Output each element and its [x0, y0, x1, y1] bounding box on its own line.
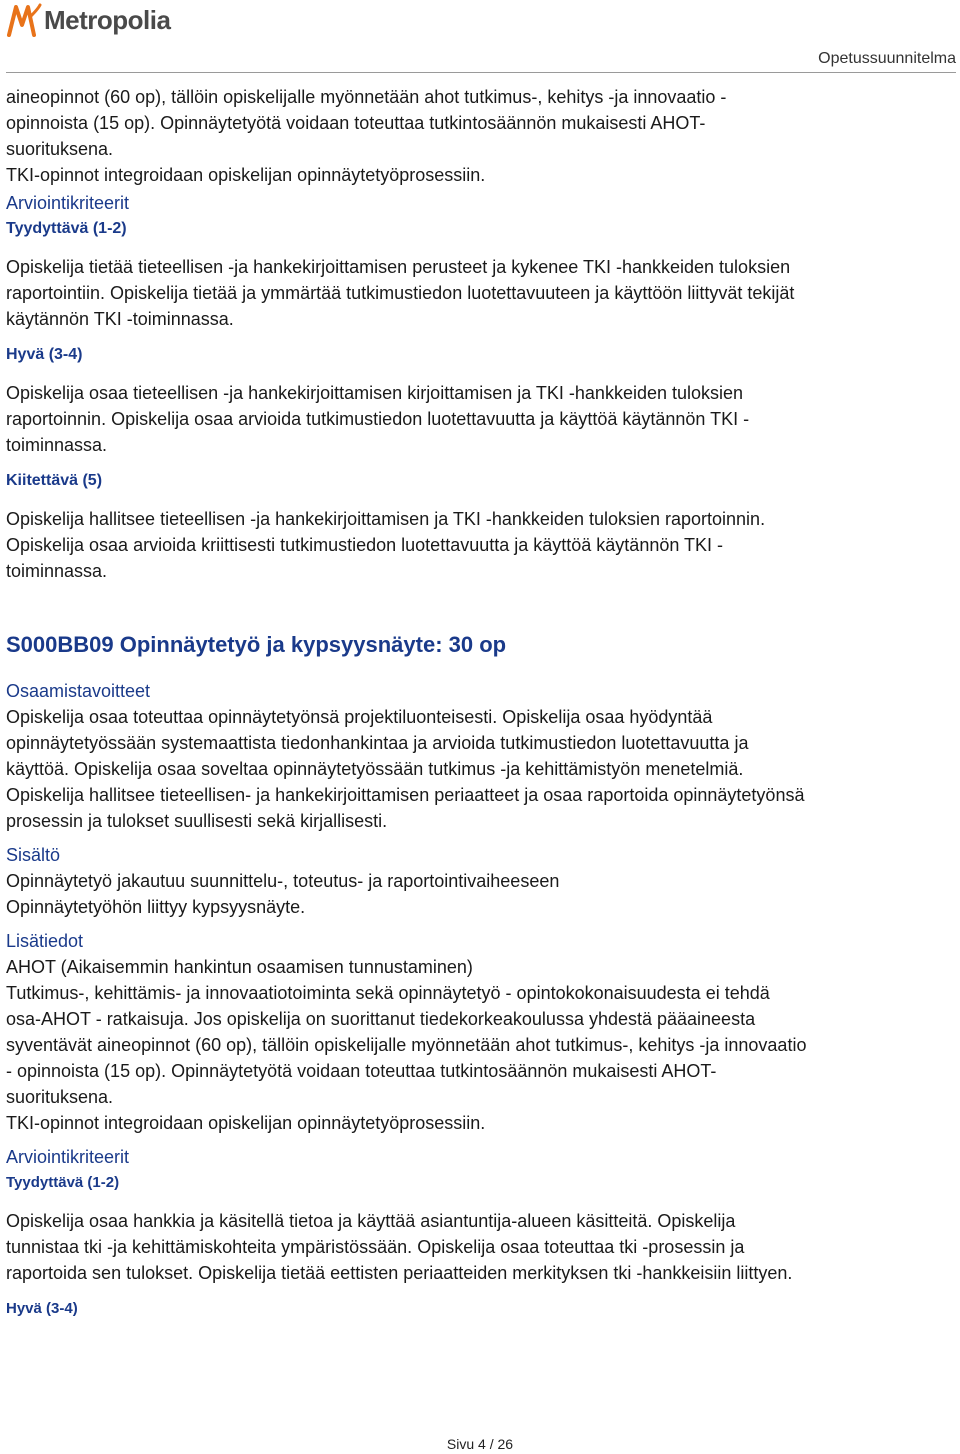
level-satisfactory-heading: Tyydyttävä (1-2): [6, 220, 127, 237]
objectives-heading: Osaamistavoitteet: [6, 681, 151, 701]
additional-info-heading: Lisätiedot: [6, 931, 84, 951]
header-divider: [6, 72, 956, 73]
continued-text: aineopinnot (60 op), tällöin opiskelijalle myönnetään ahot tutkimus-, kehitys -ja innovaatio - opinnoista (15 op). Opinnäytetyötä voidaan toteuttaa tutkintosäännön mukaisesti AHOT- suorituksena. TKI-opinnot integroidaan opiskelijan opinnäytetyöprosessiin.: [6, 87, 727, 185]
level-good-heading: Hyvä (3-4): [6, 346, 83, 363]
course-criteria-heading: Arviointikriteerit: [6, 1147, 130, 1167]
course-level-satisfactory-text: Opiskelija osaa hankkia ja käsitellä tietoa ja käyttää asiantuntija-alueen käsitteitä. Opiskelija tunnistaa tki -ja kehittämiskohteita ympäristössään. Opiskelija osaa toteuttaa tki -prosessin ja raportoida sen tulokset. Opiskelija tietää eettisten periaatteiden merkityksen tki -hankkeisiin liittyen.: [6, 1211, 793, 1283]
page-content: [6, 84, 958, 1322]
logo-text: Metropolia: [44, 4, 171, 35]
page-header: [0, 0, 960, 72]
level-good-text: Opiskelija osaa tieteellisen -ja hankekirjoittamisen kirjoittamisen ja TKI -hankkeiden tuloksien raportoinnin. Opiskelija osaa arvioida tutkimustiedon luotettavuutta ja käyttöä käytännön TKI - toiminnassa.: [6, 383, 750, 455]
metropolia-logo: [6, 2, 170, 38]
course-title: S000BB09 Opinnäytetyö ja kypsyysnäyte: 30 op: [6, 632, 507, 657]
level-excellent-heading: Kiitettävä (5): [6, 472, 103, 489]
content-text: Opinnäytetyö jakautuu suunnittelu-, toteutus- ja raportointivaiheeseen Opinnäytetyöhön liittyy kypsyysnäyte.: [6, 871, 560, 917]
course-level-satisfactory-heading: Tyydyttävä (1-2): [6, 1174, 120, 1191]
level-excellent-text: Opiskelija hallitsee tieteellisen -ja hankekirjoittamisen ja TKI -hankkeiden tuloksien raportoinnin. Opiskelija osaa arvioida kriittisesti tutkimustiedon luotettavuutta ja käyttöä käytännön TKI - toiminnassa.: [6, 509, 766, 581]
additional-info-text: AHOT (Aikaisemmin hankintun osaamisen tunnustaminen) Tutkimus-, kehittämis- ja innovaatiotoiminta sekä opinnäytetyö - opintokokonaisuudesta ei tehdä osa-AHOT - ratkaisuja. Jos opiskelija on suorittanut tiedekorkeakoulussa yhdestä pääaineesta syventävät aineopinnot (60 op), tällöin opiskelijalle myönnetään ahot tutkimus-, kehitys -ja innovaatio - opinnoista (15 op). Opinnäytetyötä voidaan toteuttaa tutkintosäännön mukaisesti AHOT- suorituksena. TKI-opinnot integroidaan opiskelijan opinnäytetyöprosessiin.: [6, 957, 807, 1133]
metropolia-logo-icon: [6, 3, 42, 37]
content-heading: Sisältö: [6, 845, 61, 865]
objectives-text: Opiskelija osaa toteuttaa opinnäytetyönsä projektiluonteisesti. Opiskelija osaa hyödyntää opinnäytetyössään systemaattista tiedonhankintaa ja arvioida tutkimustiedon luotettavuutta ja käyttöä. Opiskelija osaa soveltaa opinnäytetyössään tutkimus -ja kehittämistyön menetelmiä. Opiskelija hallitsee tieteellisen- ja hankekirjoittamisen periaatteet ja osaa raportoida opinnäytetyönsä prosessin ja tulokset suullisesti sekä kirjallisesti.: [6, 707, 805, 831]
criteria-heading: Arviointikriteerit: [6, 193, 130, 213]
course-level-good-heading: Hyvä (3-4): [6, 1300, 78, 1317]
level-satisfactory-text: Opiskelija tietää tieteellisen -ja hankekirjoittamisen perusteet ja kykenee TKI -hankkeiden tuloksien raportointiin. Opiskelija tietää ja ymmärtää tutkimustiedon luotettavuuteen ja käyttöön liittyvät tekijät käytännön TKI -toiminnassa.: [6, 257, 795, 329]
page-number: Sivu 4 / 26: [446, 1436, 514, 1452]
document-type-label: Opetussuunnitelma: [818, 50, 956, 67]
